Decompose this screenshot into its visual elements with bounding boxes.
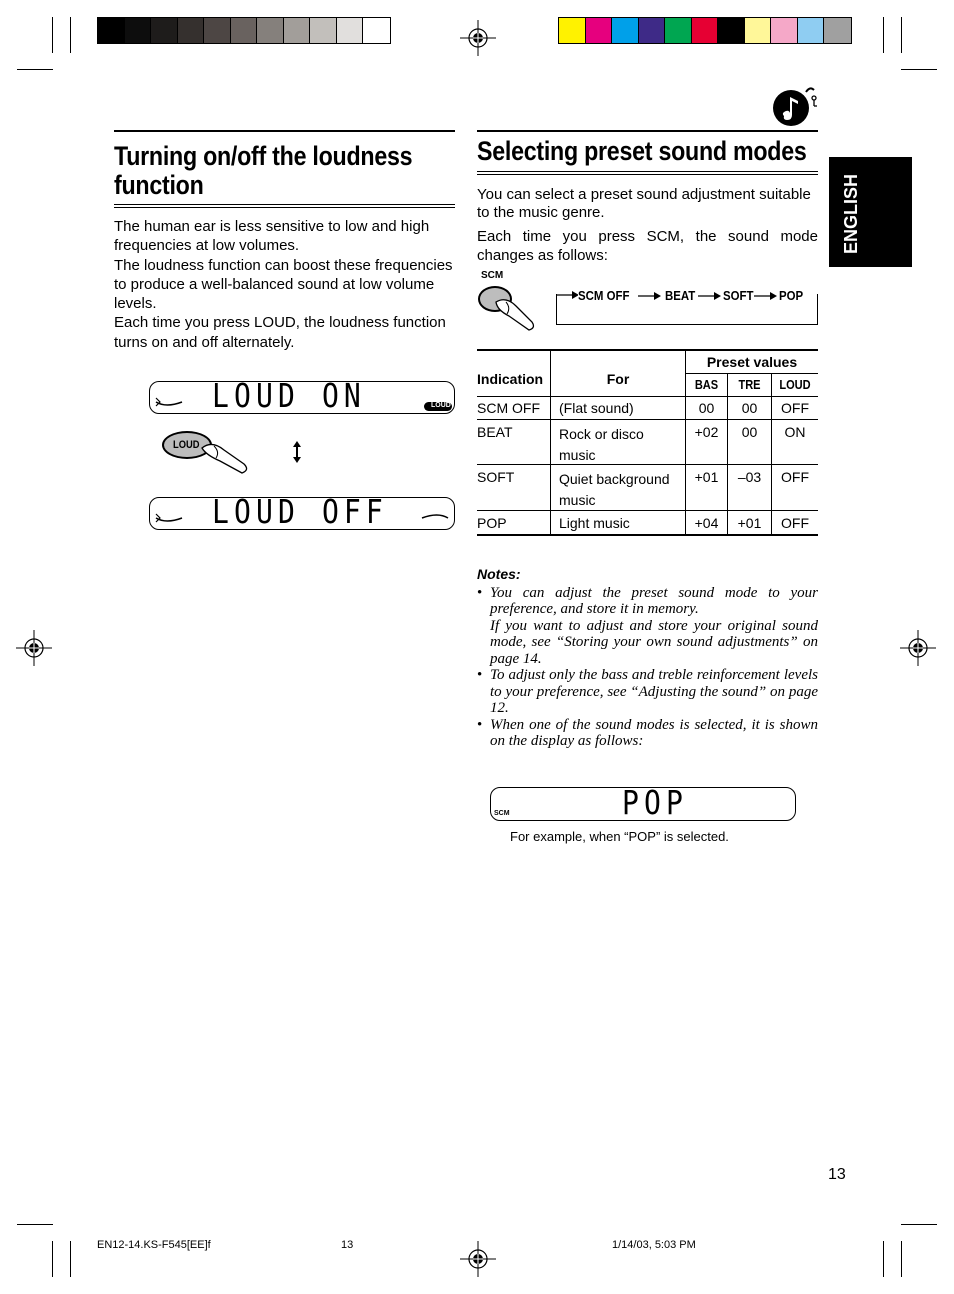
flow-step: SCM OFF	[578, 288, 630, 303]
scm-button-label: SCM	[481, 270, 504, 281]
crop-mark	[901, 1241, 902, 1277]
notes-title: Notes:	[477, 566, 521, 582]
music-note-mascot-icon	[770, 84, 820, 128]
column-header-indication: Indication	[477, 371, 544, 387]
table-cell-indication: BEAT	[477, 424, 513, 440]
loudness-paragraph: Each time you press LOUD, the loudness function turns on and off alternately.	[114, 314, 446, 351]
page-number: 13	[828, 1166, 846, 1183]
footer-page: 13	[341, 1239, 354, 1251]
flow-step: SOFT	[723, 288, 754, 303]
flow-step: BEAT	[665, 288, 696, 303]
color-swatch	[718, 18, 745, 43]
table-cell-tre: 00	[741, 424, 758, 440]
table-cell-indication: SOFT	[477, 469, 515, 485]
table-cell-for: Light music	[559, 515, 630, 531]
crop-mark	[883, 1241, 884, 1277]
crop-mark	[52, 17, 53, 53]
process-color-bar	[558, 17, 852, 44]
column-header-preset: Preset values	[706, 354, 798, 370]
column-header-loud: LOUD	[779, 377, 811, 392]
language-tab	[829, 157, 912, 267]
table-cell-bas: 00	[698, 400, 715, 416]
crop-mark	[52, 1241, 53, 1277]
column-header-tre: TRE	[738, 377, 761, 392]
color-swatch	[151, 18, 178, 43]
display-swoosh-icon	[420, 512, 450, 524]
note-item: If you want to adjust and store your original sound mode, see “Storing your own sound adjustments” on page 14.	[490, 617, 818, 667]
color-swatch	[798, 18, 825, 43]
flow-step: POP	[779, 288, 804, 303]
table-cell-loud: OFF	[781, 400, 809, 416]
table-cell-for: (Flat sound)	[559, 400, 634, 416]
table-cell-loud: ON	[784, 424, 806, 440]
display-swoosh-icon	[154, 396, 184, 408]
table-cell-indication: POP	[477, 515, 507, 531]
bullet-icon: •	[477, 716, 483, 733]
registration-mark-icon	[900, 630, 936, 666]
display-text: POP	[622, 783, 688, 822]
color-swatch	[257, 18, 284, 43]
flow-arrow-icon	[638, 291, 662, 301]
pressing-finger-icon	[200, 440, 252, 474]
display-loud-off	[149, 492, 455, 531]
crop-mark	[17, 1224, 53, 1225]
color-swatch	[363, 18, 390, 43]
table-cell-loud: OFF	[781, 469, 809, 485]
crop-mark	[17, 69, 53, 70]
loud-indicator-label: LOUD	[431, 402, 451, 409]
note-item: You can adjust the preset sound mode to your preference, and store it in memory.	[490, 584, 818, 617]
section-rule	[477, 174, 818, 175]
loud-indicator	[424, 402, 452, 411]
note-item: To adjust only the bass and treble reinforcement levels to your preference, see “Adjusting the sound” on page 12.	[490, 667, 818, 716]
table-cell-bas: +04	[694, 515, 719, 531]
display-loud-on	[149, 376, 455, 415]
registration-mark-icon	[460, 1241, 496, 1277]
crop-mark	[70, 17, 71, 53]
flow-arrow-icon	[556, 290, 580, 300]
registration-mark-icon	[460, 20, 496, 56]
footer-timestamp: 1/14/03, 5:03 PM	[612, 1239, 696, 1251]
table-rule	[477, 396, 818, 397]
crop-mark	[901, 1224, 937, 1225]
scm-indicator: SCM	[494, 810, 510, 817]
color-swatch	[231, 18, 258, 43]
table-rule	[477, 349, 818, 351]
table-cell-for: Rock or disco music	[559, 426, 644, 463]
display-swoosh-icon	[154, 512, 184, 524]
table-rule	[685, 350, 686, 535]
color-swatch	[639, 18, 666, 43]
table-cell-tre: –03	[737, 469, 762, 485]
color-swatch	[771, 18, 798, 43]
color-swatch	[559, 18, 586, 43]
color-swatch	[745, 18, 772, 43]
bullet-icon: •	[477, 667, 483, 683]
color-swatch	[204, 18, 231, 43]
sound-modes-press-text: Each time you press SCM, the sound mode changes as follows:	[477, 228, 818, 264]
flow-arrow-icon	[754, 291, 778, 301]
table-cell-tre: +01	[737, 515, 762, 531]
color-swatch	[125, 18, 152, 43]
language-tab-label: ENGLISH	[841, 173, 861, 254]
column-header-bas: BAS	[694, 377, 719, 392]
crop-mark	[883, 17, 884, 53]
display-text: LOUD ON	[212, 376, 366, 415]
color-swatch	[178, 18, 205, 43]
section-rule	[114, 204, 455, 205]
pressing-finger-icon	[494, 298, 538, 332]
color-swatch	[98, 18, 125, 43]
loudness-description	[114, 217, 455, 352]
section-rule	[477, 130, 818, 132]
table-rule	[771, 373, 772, 535]
display-text: LOUD OFF	[212, 492, 388, 531]
color-swatch	[337, 18, 364, 43]
loudness-title: Turning on/off the loudness function	[114, 141, 413, 200]
table-rule	[727, 373, 728, 535]
sound-modes-title: Selecting preset sound modes	[477, 136, 807, 166]
table-cell-indication: SCM OFF	[477, 400, 540, 416]
pop-caption: For example, when “POP” is selected.	[510, 829, 729, 844]
section-rule	[114, 130, 455, 132]
table-cell-loud: OFF	[781, 515, 809, 531]
section-rule	[477, 171, 818, 172]
table-rule	[477, 419, 818, 420]
loud-button-label: LOUD	[173, 439, 200, 451]
crop-mark	[901, 17, 902, 53]
table-cell-bas: +01	[694, 469, 719, 485]
toggle-arrows-icon	[291, 440, 303, 464]
color-swatch	[586, 18, 613, 43]
crop-mark	[70, 1241, 71, 1277]
footer-filename: EN12-14.KS-F545[EE]f	[97, 1239, 211, 1251]
table-rule	[477, 534, 818, 536]
color-swatch	[692, 18, 719, 43]
crop-mark	[901, 69, 937, 70]
table-rule	[685, 373, 818, 374]
display-pop	[490, 783, 796, 822]
section-rule	[114, 207, 455, 208]
table-cell-tre: 00	[741, 400, 758, 416]
sound-modes-intro: You can select a preset sound adjustment suitable to the music genre.	[477, 186, 811, 221]
color-swatch	[824, 18, 851, 43]
color-swatch	[665, 18, 692, 43]
column-header-for: For	[606, 371, 630, 387]
registration-mark-icon	[16, 630, 52, 666]
flow-arrow-icon	[698, 291, 722, 301]
table-cell-bas: +02	[694, 424, 719, 440]
color-swatch	[310, 18, 337, 43]
loudness-paragraph: The human ear is less sensitive to low and high frequencies at low volumes.	[114, 218, 430, 255]
loudness-paragraph: The loudness function can boost these frequencies to produce a well-balanced sound at low volume levels.	[114, 256, 453, 313]
grayscale-color-bar	[97, 17, 391, 44]
notes-section	[477, 566, 818, 750]
color-swatch	[284, 18, 311, 43]
color-swatch	[612, 18, 639, 43]
bullet-icon: •	[477, 584, 483, 601]
note-item: When one of the sound modes is selected, it is shown on the display as follows:	[490, 716, 818, 749]
table-cell-for: Quiet background music	[559, 471, 670, 508]
